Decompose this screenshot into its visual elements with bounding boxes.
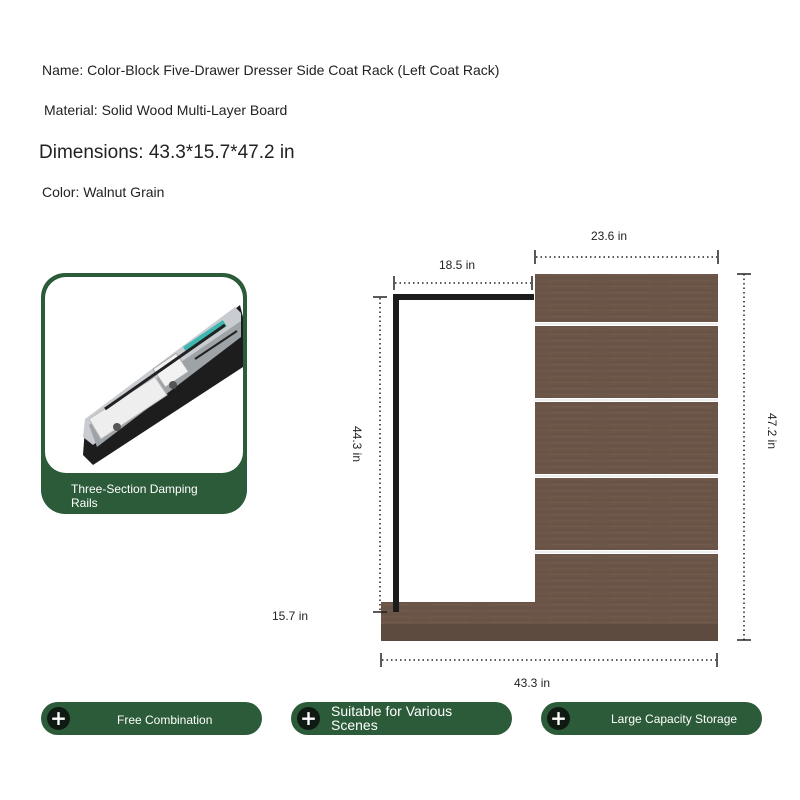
plus-icon: + — [47, 707, 70, 730]
plus-icon: + — [547, 707, 570, 730]
coat-rack-frame — [396, 297, 534, 612]
drawer-5 — [535, 554, 718, 624]
feature-label: Large Capacity Storage — [611, 712, 738, 726]
total-height-label: 47.2 in — [765, 412, 780, 450]
rack-height-label: 44.3 in — [350, 425, 365, 463]
plus-icon: + — [297, 707, 320, 730]
feature-large-storage — [541, 702, 762, 735]
dresser-width-label: 23.6 in — [591, 229, 628, 243]
feature-free-combination — [41, 702, 262, 735]
feature-label: Free Combination — [117, 713, 213, 727]
feature-label: Suitable for Various Scenes — [331, 703, 453, 733]
depth-label: 15.7 in — [272, 609, 309, 623]
drawer-1 — [535, 274, 718, 322]
drawer-4 — [535, 478, 718, 550]
feature-various-scenes — [291, 702, 512, 735]
product-color: Color: Walnut Grain — [42, 184, 165, 200]
product-name: Name: Color-Block Five-Drawer Dresser Side Coat Rack (Left Coat Rack) — [42, 62, 500, 78]
drawer-3 — [535, 402, 718, 474]
rack-width-label: 18.5 in — [439, 258, 476, 272]
product-dimensions: Dimensions: 43.3*15.7*47.2 in — [39, 142, 295, 163]
total-width-label: 43.3 in — [514, 676, 551, 690]
product-material: Material: Solid Wood Multi-Layer Board — [44, 102, 288, 118]
damping-rails-label: Three-Section Damping Rails — [71, 482, 198, 510]
drawer-2 — [535, 326, 718, 398]
